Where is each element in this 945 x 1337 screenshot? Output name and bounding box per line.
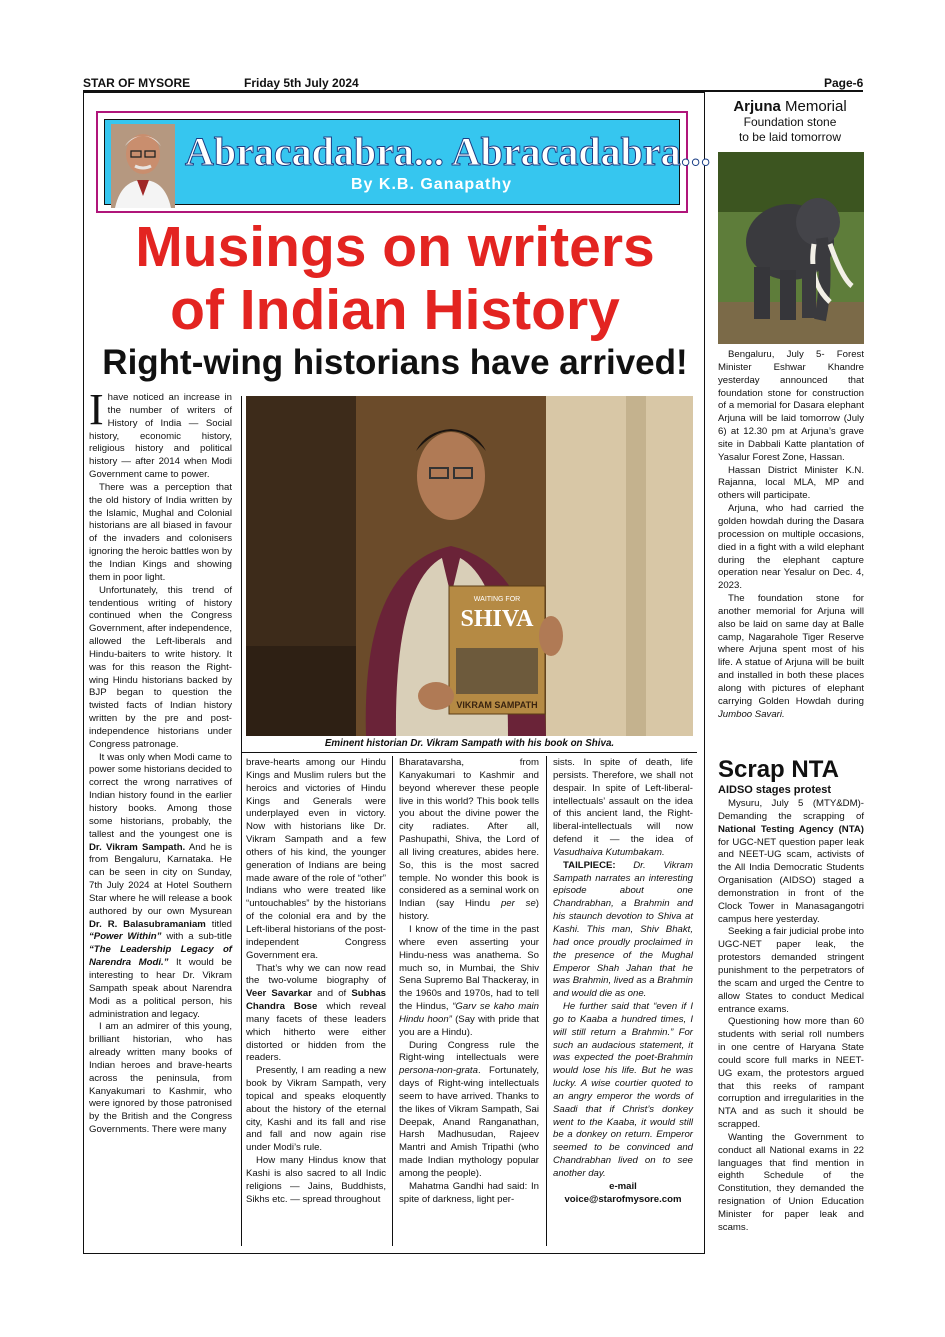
- column-byline: By K.B. Ganapathy: [351, 176, 513, 193]
- headline-line-2: of Indian History: [170, 278, 620, 342]
- drop-cap: I: [89, 385, 104, 434]
- book-cover-title: SHIVA: [460, 606, 534, 632]
- sidebar-nta-title: Scrap NTA: [718, 756, 839, 783]
- sidebar-nta-body: Mysuru, July 5 (MTY&DM)- Demanding the scrapping of National Testing Agency (NTA) for UGC-NET question paper leak and NEET-UG scam, activists of the All India Democratic Students Organisation (AIDSO) staged a demonstration in front of the Clock Tower in Manasagangotri campus here yesterday. Seeking a fair judicial probe into UGC-NET paper leak, the protestors demanded stringent punishment to the perpetrators of the scam and urged the Centre to allow States to conduct Medical entrance exams. Questioning how more than 60 students with serial roll numbers in one centre of Haryana State could score full marks in NEET-UG exam, the protestors argued that this reeks of rampant corruption and irregularities in the NTA and as such it should be scrapped. Wanting the Government to conduct all National exams in 22 languages that find mention in eighth Schedule of the Constitution, they demanded the resignation of Union Education Minister for paper leak and scams.: [718, 798, 864, 1233]
- sidebar-arjuna-subtitle-2: to be laid tomorrow: [738, 130, 842, 144]
- sub-headline: Right-wing historians have arrived!: [102, 343, 688, 382]
- sidebar-nta-header: [718, 756, 866, 796]
- photo-caption: Eminent historian Dr. Vikram Sampath with his book on Shiva.: [324, 738, 615, 749]
- issue-date: Friday 5th July 2024: [244, 76, 359, 90]
- columnist-portrait: [111, 124, 175, 208]
- email-label: e-mail: [609, 1180, 637, 1192]
- column-rule-2: [392, 756, 393, 1246]
- sidebar-nta-subtitle: AIDSO stages protest: [718, 784, 832, 796]
- photo-bottom-rule: [241, 752, 697, 753]
- column-banner: [96, 111, 711, 213]
- newspaper-name: STAR OF MYSORE: [83, 76, 191, 90]
- sidebar-arjuna-header: [716, 98, 864, 145]
- main-headline: [90, 216, 700, 342]
- book-cover-top: WAITING FOR: [473, 596, 521, 603]
- historian-photo: [246, 396, 693, 736]
- column-rule-1: [241, 396, 242, 1246]
- column-rule-3: [546, 756, 547, 1246]
- article-column-3: Bharatavarsha, from Kanyakumari to Kashmir and beyond wherever these people live in this world? This book tells you about the divine power the city radiates. After all, Pashupathi, Shiva, the Lord of all living creatures, abides here. So, this is the most sacred temple. No wonder this book is considered as a seminal work on Indian (say Hindu per se) history. I know of the time in the past where even asserting your Hindu-ness was anathema. So much so, in Mumbai, the Shiv Sena Supremo Bal Thackeray, in the 1960s and 1970s, had to tell the Hindus, “Garv se kaho main Hindu hoon” (Say with pride that you are a Hindu). During Congress rule the Right-wing intellectuals were persona-non-grata. Fortunately, days of Right-wing intellectuals seem to have arrived. Thanks to the likes of Vikram Sampath, Sai Deepak, Anand Ranganathan, Harsh Madhusudan, Rajeev Mantri and Amish Tripathi (who made Indian mythology popular among the people). Mahatma Gandhi had said: In spite of darkness, light per-: [399, 757, 539, 1205]
- book-cover-author: VIKRAM SAMPATH: [456, 700, 538, 710]
- page-number: Page-6: [824, 76, 864, 90]
- column-title: Abracadabra... Abracadabra...: [185, 129, 711, 174]
- sidebar-arjuna-title: Arjuna Memorial: [733, 98, 847, 115]
- banner-background: [104, 119, 711, 205]
- article-column-2: brave-hearts among our Hindu Kings and Muslim rulers but the heroics and victories of Hindu Kings and Generals were underplayed even in victory. Now with historians like Dr. Vikram Sampath and a few others of his kind, the younger generation of Indians are being made aware of the role of “other” Indians who were treated like “untouchables” by the historians of the colonial era and by the Left-liberal historians of the post-independent Congress Government era. That’s why we can now read the two-volume biography of Veer Savarkar and of Subhas Chandra Bose which reveal many facets of these leaders which hitherto were either distorted or hidden from the readers. Presently, I am reading a new book by Vikram Sampath, very topical and speaks eloquently about the history of the eternal city, Kashi and its fall and rise and fall and now again rise under Modi’s rule. How many Hindus know that Kashi is also sacred to all Indic religions — Jains, Buddhists, Sikhs etc. — spread throughout: [246, 757, 386, 1205]
- sidebar-arjuna-body: Bengaluru, July 5- Forest Minister Eshwar Khandre yesterday announced that foundation stone for construction of a memorial for Dasara elephant Arjuna will be laid tomorrow (July 6) at 12.30 pm at Arjuna’s grave site in Dabbali Katte plantation of Yasalur Forest Zone, Hassan. Hassan District Minister K.N. Rajanna, local MLA, MP and others will participate. Arjuna, who had carried the golden howdah during the Dasara procession on multiple occasions, died in a fight with a wild elephant during the elephant capture operation near Yesalur on Dec. 4, 2023. The foundation stone for another memorial for Arjuna will also be laid on same day at Balle camp, Nagarahole Tiger Reserve where Arjuna spent most of his life. A statue of Arjuna will be built and installed in both these places along with pictures of elephant carrying Golden Howdah during Jumboo Savari.: [718, 349, 864, 720]
- article-column-1: Ihave noticed an increase in the number of writers of History of India — Social history, economic history, religious history and political history — after 2014 when Modi Government came to power. There was a perception that the old history of India written by the Islamic, Mughal and Colonial historians are all biased in favour of the invaders and colonisers ignoring the heroic battles won by the Indian Kings and showing them in poor light. Unfortunately, this trend of tendentious writing of history continued when the Congress Government, after independence, allowed the Left-liberals and Hindu-baiters to write history. It was for this reason the Right-wing Hindu historians backed by BJP began to question the twisted facts of Indian history written by the pre and post-independence historians under Congress patronage. It was only when Modi came to power some historians decided to correct the wrong narratives of Indian history found in the earlier history books. Among those some historians, probably, the tallest and the youngest one is Dr. Vikram Sampath. And he is from Bengaluru, Karnataka. He can be seen in city on Sunday, 7th July 2024 at Hotel Southern Star where he will release a book authored by our own Mysurean Dr. R. Balasubramaniam titled “Power Within” with a sub-title “The Leadership Legacy of Narendra Modi.” It would be interesting to hear Dr. Vikram Sampath speak about Narendra Modi as a political person, his administration and legacy. I am an admirer of this young, brilliant historian, who has already written many books of Indian heroes and brave-hearts across the peninsula, from Kanyakumari to Kashmir, who were ignored by those patronised by the British and the Congress Governments. There were many: [89, 385, 233, 1136]
- elephant-photo: [718, 152, 864, 344]
- headline-line-1: Musings on writers: [135, 215, 655, 279]
- email-address[interactable]: voice@starofmysore.com: [564, 1193, 682, 1205]
- article-column-4: sists. In spite of death, life persists. Therefore, we shall not despair. In spite of Left-liberal-intellectuals’ assault on the idea of this ancient land, the Right-liberal-intellectuals will now defend it — the idea of Vasudhaiva Kutumbakam. TAILPIECE: Dr. Vikram Sampath narrates an interesting episode about one Chandrabhan, a Brahmin and his staunch devotion to Shiva at Kashi. This man, Shiv Bhakt, had once proudly proclaimed in the presence of the Mughal Emperor Shah Jahan that he was Brahmin, lived as a Brahmin and would die as one. He further said that “even if I go to Kaaba a hundred times, I will still return a Brahmin.” For such an audacious statement, it was expected the poet-Brahmin would lose his life. But he was lucky. A wise courtier quoted to an angry emperor the words of Saadi that if Christ’s donkey went to the Kaaba, it would still be a donkey on return. Emperor seemed to be convinced and Chandrabhan lived on to see another day. e-mail voice@starofmysore.com: [553, 757, 694, 1205]
- sidebar-arjuna-subtitle-1: Foundation stone: [743, 115, 837, 129]
- book-cover: [449, 586, 545, 714]
